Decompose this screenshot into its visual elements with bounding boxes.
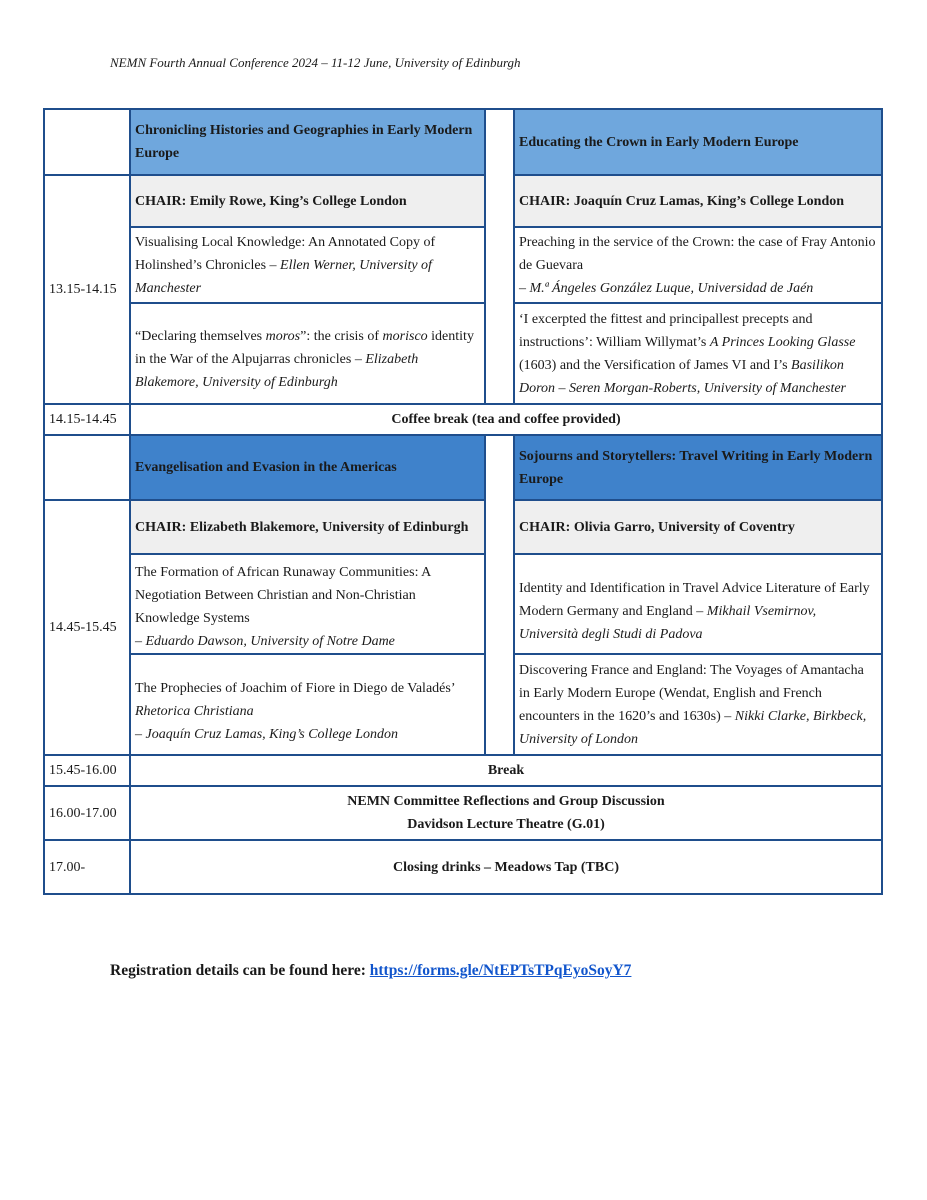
- committee-title: NEMN Committee Reflections and Group Discussion: [347, 794, 665, 809]
- table-row: [44, 175, 882, 227]
- time-slot: 15.45-16.00: [44, 755, 130, 786]
- column-spacer: [485, 435, 514, 755]
- talk-title-italic: morisco: [382, 329, 428, 344]
- talk-cell: [514, 654, 882, 755]
- talk-speaker: – M.ª Ángeles González Luque, Universidad de Jaén: [519, 280, 814, 296]
- talk-title-part: “Declaring themselves: [135, 329, 266, 344]
- talk-speaker: – Joaquín Cruz Lamas, King’s College London: [135, 727, 399, 742]
- talk-speaker: Elizabeth Blakemore, University of Edinburgh: [135, 352, 419, 390]
- panel-title: Chronicling Histories and Geographies in Early Modern Europe: [130, 109, 485, 175]
- talk-cell: [514, 554, 882, 654]
- talk-title-part: (1603) and the Versification of James VI and I’s: [519, 357, 792, 373]
- chair-cell: CHAIR: Olivia Garro, University of Coventry: [514, 500, 882, 554]
- table-row: [44, 554, 882, 654]
- table-row: [44, 755, 882, 786]
- talk-title-italic: Basilikon Doron – Seren Morgan-Roberts, University of Manchester: [519, 357, 846, 396]
- document-header: NEMN Fourth Annual Conference 2024 – 11-12 June, University of Edinburgh: [110, 55, 521, 70]
- talk-cell: [514, 227, 882, 303]
- talk-title: Visualising Local Knowledge: An Annotated Copy of Holinshed’s Chronicles –: [135, 234, 436, 273]
- table-row: [44, 840, 882, 894]
- column-spacer: [485, 109, 514, 404]
- time-slot: 16.00-17.00: [44, 786, 130, 840]
- talk-speaker: – Eduardo Dawson, University of Notre Dame: [135, 633, 395, 649]
- talk-speaker: Mikhail Vsemirnov, Università degli Studi di Padova: [519, 604, 817, 642]
- talk-title-part: ”: the crisis of: [300, 329, 383, 344]
- table-row: [44, 109, 882, 175]
- panel-title: Educating the Crown in Early Modern Europe: [514, 109, 882, 175]
- table-row: [44, 654, 882, 755]
- talk-title: Discovering France and England: The Voyages of Amantacha in Early Modern Europe (Wendat, English and French encounters in the 1620’s and 1630s) –: [519, 662, 864, 724]
- schedule-table: [43, 108, 883, 895]
- talk-title-italic: Rhetorica Christiana: [135, 704, 254, 719]
- talk-cell: [130, 654, 485, 755]
- talk-speaker: Nikki Clarke, Birkbeck, University of London: [519, 708, 867, 747]
- talk-title-part: ‘I excerpted the fittest and principallest precepts and instructions’: William Willymat’s: [519, 311, 813, 350]
- committee-session: [130, 786, 882, 840]
- committee-location: Davidson Lecture Theatre (G.01): [407, 817, 605, 832]
- table-row: [44, 435, 882, 500]
- talk-title-italic: moros: [265, 329, 301, 344]
- talk-title-italic: A Princes Looking Glasse: [709, 334, 856, 350]
- time-cell-empty: [44, 435, 130, 500]
- table-row: [44, 500, 882, 554]
- registration-note: [110, 962, 631, 980]
- talk-title-part: identity in the War of the Alpujarras chronicles –: [135, 329, 474, 367]
- chair-cell: CHAIR: Elizabeth Blakemore, University of Edinburgh: [130, 500, 485, 554]
- chair-cell: CHAIR: Emily Rowe, King’s College London: [130, 175, 485, 227]
- talk-speaker: Ellen Werner, University of Manchester: [135, 257, 432, 296]
- time-slot: 13.15-14.15: [44, 175, 130, 404]
- table-row: [44, 303, 882, 404]
- talk-cell: [130, 554, 485, 654]
- talk-cell: [130, 303, 485, 404]
- closing-drinks: Closing drinks – Meadows Tap (TBC): [130, 840, 882, 894]
- time-slot: 14.45-15.45: [44, 500, 130, 755]
- chair-cell: CHAIR: Joaquín Cruz Lamas, King’s College London: [514, 175, 882, 227]
- talk-title: The Prophecies of Joachim of Fiore in Diego de Valadés’: [135, 681, 456, 696]
- time-cell-empty: [44, 109, 130, 175]
- coffee-break: Coffee break (tea and coffee provided): [130, 404, 882, 435]
- table-row: [44, 404, 882, 435]
- registration-link[interactable]: https://forms.gle/NtEPTsTPqEyoSoyY7: [369, 962, 632, 979]
- panel-title: Evangelisation and Evasion in the Americas: [130, 435, 485, 500]
- table-row: [44, 786, 882, 840]
- talk-cell: [130, 227, 485, 303]
- talk-title: The Formation of African Runaway Communities: A Negotiation Between Christian and Non-Christian Knowledge Systems: [135, 564, 431, 626]
- talk-title: Identity and Identification in Travel Advice Literature of Early Modern Germany and England –: [519, 581, 870, 619]
- talk-cell: [514, 303, 882, 404]
- registration-label: Registration details can be found here:: [110, 962, 370, 979]
- break-label: Break: [130, 755, 882, 786]
- time-slot: 14.15-14.45: [44, 404, 130, 435]
- table-row: [44, 227, 882, 303]
- talk-title: Preaching in the service of the Crown: the case of Fray Antonio de Guevara: [519, 234, 876, 273]
- panel-title: Sojourns and Storytellers: Travel Writing in Early Modern Europe: [514, 435, 882, 500]
- time-slot: 17.00-: [44, 840, 130, 894]
